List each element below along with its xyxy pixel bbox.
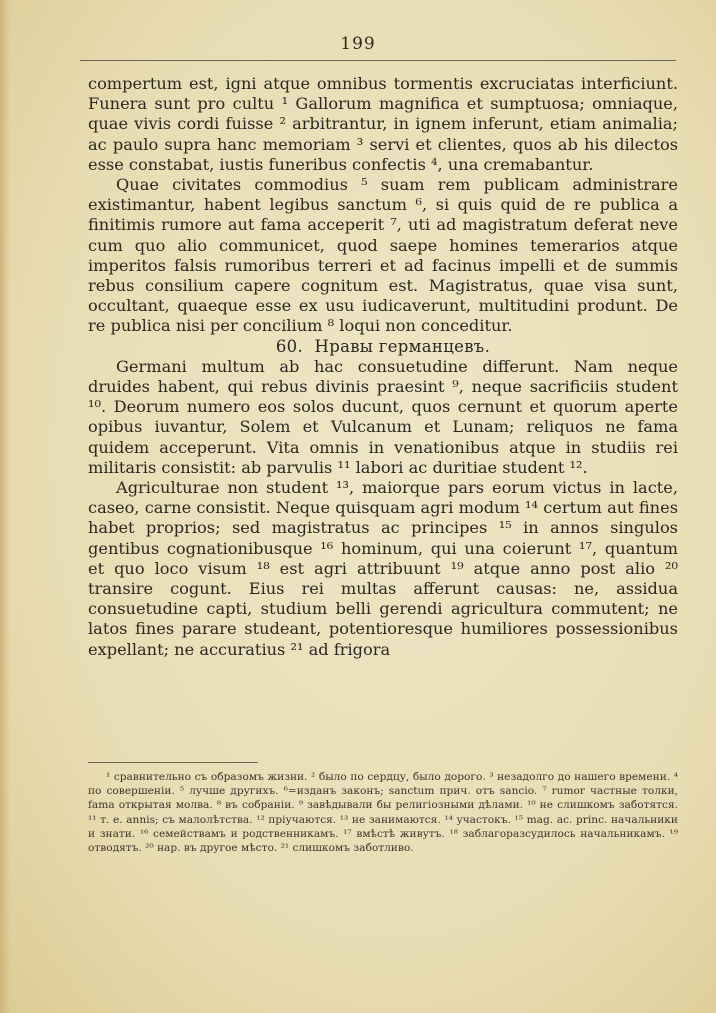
footnote-text: ¹ сравнительно съ образомъ жизни. ² было по сердцу, было дорого. ³ незадолго до нашего времени. ⁴ по совершеніи. ⁵ лучше другихъ. ⁶=изданъ законъ; sanctum прич. отъ sancio. ⁷ rumor частные толки, fama открытая молва. ⁸ въ собраніи. ⁹ завѣдывали бы религіозными дѣлами. ¹⁰ не слишкомъ заботятся. ¹¹ т. е. annis; съ малолѣтства. ¹² пріучаются. ¹³ не занимаются. ¹⁴ участокъ. ¹⁵ mag. ac. princ. начальники и знати. ¹⁶ семействамъ и родственникамъ. ¹⁷ вмѣстѣ живутъ. ¹⁸ заблагоразсудилось начальникамъ. ¹⁹ отводятъ. ²⁰ нар. въ другое мѣсто. ²¹ слишкомъ заботливо.	[88, 771, 678, 855]
footnotes	[88, 770, 678, 855]
paragraph-civitates: Quae civitates commodius ⁵ suam rem publicam administrare existimantur, habent legibus sanctum ⁶, si quis quid de re publica a finitimis rumore aut fama acceperit ⁷, uti ad magistratum deferat neve cum quo alio communicet, quod saepe homines temerarios atque imperitos falsis rumoribus terreri et ad facinus impelli et de summis rebus consilium capere cognitum est. Magistratus, quae visa sunt, occultant, quaeque esse ex usu iudicaverunt, multitudini produnt. De re publica nisi per concilium ⁸ loqui non conceditur.	[88, 175, 678, 336]
footnote-rule	[88, 762, 258, 763]
main-text	[88, 74, 678, 660]
section-number: 60.	[275, 336, 303, 356]
paragraph-germani: Germani multum ab hac consuetudine differunt. Nam neque druides habent, qui rebus divinis praesint ⁹, neque sacrificiis student ¹⁰. Deorum numero eos solos ducunt, quos cernunt et quorum aperte opibus iuvantur, Solem et Vulcanum et Lunam; reliquos ne fama quidem acceperunt. Vita omnis in venationibus atque in studiis rei militaris consistit: ab parvulis ¹¹ labori ac duritiae student ¹².	[88, 356, 678, 477]
page-edge-shadow	[0, 0, 10, 1013]
paragraph-agriculturae: Agriculturae non student ¹³, maiorque pars eorum victus in lacte, caseo, carne consistit. Neque quisquam agri modum ¹⁴ certum aut fines habet proprios; sed magistratus ac principes ¹⁵ in annos singulos gentibus cognationibusque ¹⁶ hominum, qui una coierunt ¹⁷, quantum et quo loco visum ¹⁸ est agri attribuunt ¹⁹ atque anno post alio ²⁰ transire cogunt. Eius rei multas afferunt causas: ne, assidua consuetudine capti, studium belli gerendi agricultura commutent; ne latos fines parare studeant, potentioresque humiliores possessionibus expellant; ne accuratius ²¹ ad frigora	[88, 478, 678, 659]
section-heading	[88, 337, 678, 357]
paragraph-funerals: compertum est, igni atque omnibus tormentis excruciatas interficiunt. Funera sunt pro cultu ¹ Gallorum magnifica et sumptuosa; omniaque, quae vivis cordi fuisse ² arbitrantur, in ignem inferunt, etiam animalia; ac paulo supra hanc memoriam ³ servi et clientes, quos ab his dilectos esse constabat, iustis funeribus confectis ⁴, una cremabantur.	[88, 74, 678, 174]
page-number: 199	[340, 34, 376, 54]
section-title: Нравы германцевъ.	[314, 336, 491, 356]
header-rule	[80, 60, 676, 61]
